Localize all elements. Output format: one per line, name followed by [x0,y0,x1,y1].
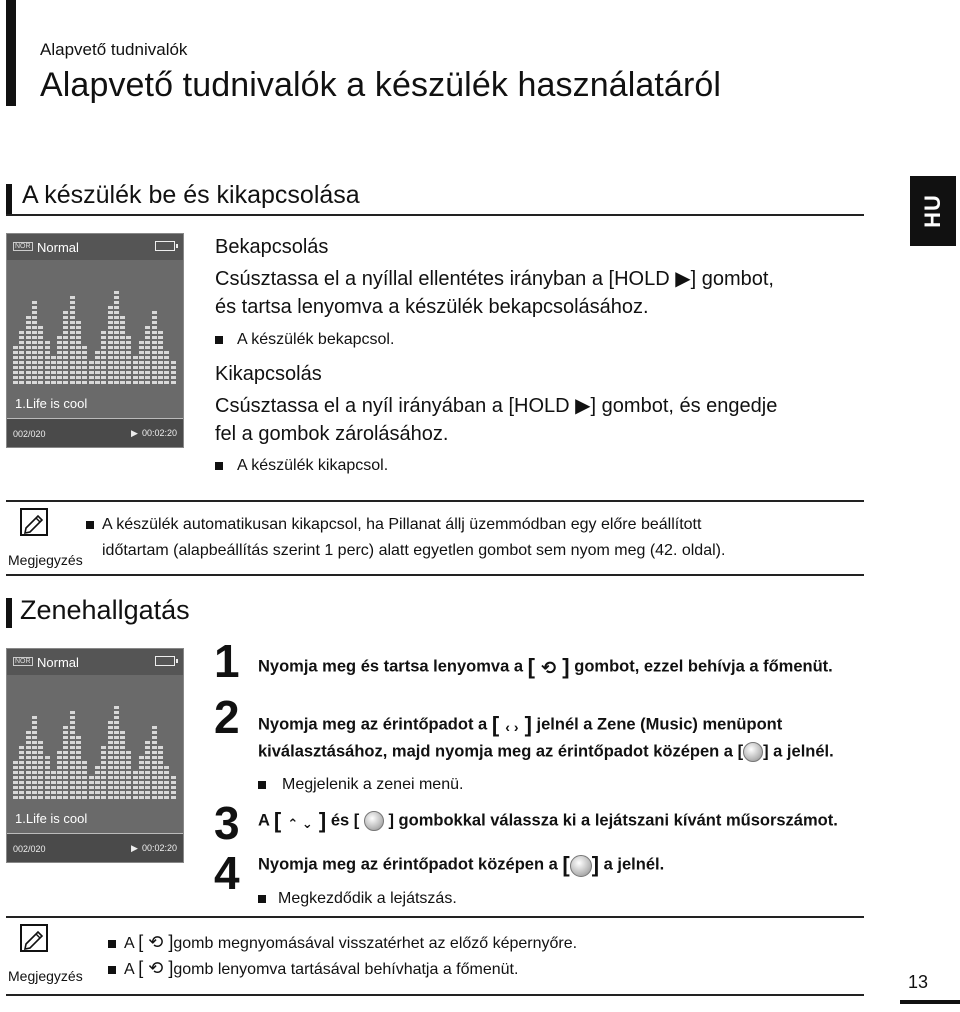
equalizer-bar [120,729,125,799]
step-1-pre: Nyomja meg és tartsa lenyomva a [258,657,524,676]
equalizer-bar [152,309,157,384]
page-title: Alapvető tudnivalók a készülék használatáról [40,66,722,104]
equalizer-bar [70,709,75,799]
equalizer-bar [13,344,18,384]
equalizer-graphic [13,699,177,799]
play-icon: ▶ [131,428,138,438]
power-off-bullet-text: A készülék kikapcsol. [237,457,389,474]
power-on-bullet [215,331,394,349]
equalizer-bar [158,329,163,384]
bullet-square-icon [215,462,223,470]
equalizer-bar [114,704,119,799]
equalizer-bar [95,764,100,799]
step-3-pre: A [258,811,270,830]
page-number: 13 [907,972,928,992]
note-label: Megjegyzés [8,968,83,984]
equalizer-bar [32,299,37,384]
bullet-square-icon [215,336,223,344]
note2-item-post: gomb megnyomásával visszatérhet az előző képernyőre. [173,935,578,952]
equalizer-bar [152,724,157,799]
bullet-square-icon [258,781,266,789]
equalizer-bar [45,754,50,799]
battery-icon [155,241,175,251]
power-off-text-line2: fel a gombok zárolásához. [215,423,449,445]
equalizer-bar [89,774,94,799]
equalizer-bar [63,309,68,384]
equalizer-bar [38,739,43,799]
note2-item [108,932,577,953]
equalizer-bar [51,354,56,384]
equalizer-bar [57,334,62,384]
step-1-post: gombot, ezzel behívja a főmenüt. [574,657,833,676]
nor-badge: NOR [15,658,31,665]
left-right-arrows-icon: [ ‹ › ] [491,712,532,737]
step-4-post: a jelnél. [603,855,665,874]
step-number: 1 [214,635,240,687]
power-off-bullet [215,457,388,475]
equalizer-bar [82,344,87,384]
equalizer-bar [76,319,81,384]
bullet-square-icon [108,966,116,974]
note2-item-pre: A [124,935,134,952]
step-2-line2-pre: kiválasztásához, majd nyomja meg az érintőpadot középen a [258,742,733,761]
pencil-icon [20,924,48,952]
equalizer-bar [19,744,24,799]
bullet-square-icon [108,940,116,948]
step-4-bullet-text: Megkezdődik a lejátszás. [278,890,457,907]
equalizer-bar [82,759,87,799]
equalizer-bar [95,349,100,384]
step-2-post: jelnél a Zene (Music) menüpont [536,715,783,734]
center-button-icon: [ ] [562,852,600,877]
equalizer-bar [114,289,119,384]
equalizer-bar [51,769,56,799]
section-divider [6,994,864,996]
section-divider [6,916,864,918]
device-screen [6,648,184,863]
equalizer-bar [108,304,113,384]
step-number: 2 [214,691,240,743]
header-accent-bar [6,0,16,106]
step-3-text [258,808,838,834]
equalizer-bar [76,734,81,799]
eq-mode-label: Normal [37,240,79,255]
pencil-icon [20,508,48,536]
section-divider [6,214,864,216]
play-icon: ▶ [131,843,138,853]
song-title: 1.Life is cool [15,811,88,826]
battery-icon [155,656,175,666]
play-time-value: 00:02:20 [141,428,177,438]
play-time [131,843,177,854]
note-box [6,500,864,576]
equalizer-bar [13,759,18,799]
note-line1 [86,516,701,534]
breadcrumb: Alapvető tudnivalók [40,40,188,59]
power-on-text-line1: Csúsztassa el a nyíllal ellentétes irányban a [HOLD ▶] gombot, [215,268,774,290]
step-4-text [258,852,664,878]
eq-mode-label: Normal [37,655,79,670]
step-3-post: gombokkal válassza ki a lejátszani kívánt műsorszámot. [398,811,838,830]
up-down-arrows-icon: [ ⌃ ⌄ ] [273,808,327,833]
equalizer-bar [145,324,150,384]
note2-item-pre: A [124,961,134,978]
equalizer-bar [126,749,131,799]
step-3-mid: és [330,811,350,830]
track-counter: 002/020 [13,429,46,439]
equalizer-bar [120,314,125,384]
power-on-bullet-text: A készülék bekapcsol. [237,331,395,348]
equalizer-bar [32,714,37,799]
section-accent-bar [6,598,12,628]
equalizer-bar [171,359,176,384]
track-counter: 002/020 [13,844,46,854]
power-off-heading: Kikapcsolás [215,363,322,385]
step-4-bullet [258,890,457,908]
equalizer-bar [145,739,150,799]
device-screen [6,233,184,448]
play-time-value: 00:02:20 [141,843,177,853]
power-off-text-line1: Csúsztassa el a nyíl irányában a [HOLD ▶] gombot, és engedje [215,395,778,417]
equalizer-bar [164,349,169,384]
center-button-icon: [ ] [353,811,394,830]
play-time [131,428,177,439]
step-number: 3 [214,797,240,849]
equalizer-bar [26,729,31,799]
bullet-square-icon [86,521,94,529]
equalizer-bar [171,774,176,799]
step-number: 4 [214,847,240,899]
section-title: Zenehallgatás [20,595,190,625]
back-button-icon: [ ⟲ ] [527,654,570,679]
step-2-line2 [258,742,834,762]
equalizer-bar [158,744,163,799]
equalizer-bar [101,744,106,799]
equalizer-bar [126,334,131,384]
note-line2: időtartam (alapbeállítás szerint 1 perc) alatt egyetlen gombot sem nyom meg (42. oldal). [102,542,726,559]
note-line1-text: A készülék automatikusan kikapcsol, ha Pillanat állj üzemmódban egy előre beállított [102,516,702,533]
step-2-line2-post: a jelnél. [773,742,834,761]
note2-item-post: gomb lenyomva tartásával behívhatja a főmenüt. [173,961,519,978]
language-tab-label: HU [920,194,945,228]
equalizer-bar [45,339,50,384]
equalizer-bar [26,314,31,384]
equalizer-bar [19,329,24,384]
step-2-bullet [258,776,463,794]
page-number-rule [900,1000,960,1004]
equalizer-bar [133,354,138,384]
section-title: A készülék be és kikapcsolása [22,181,360,209]
back-button-icon: [ ⟲ ] [138,958,174,978]
back-button-icon: [ ⟲ ] [138,932,174,952]
equalizer-graphic [13,284,177,384]
center-button-icon: [ ] [737,742,769,761]
equalizer-bar [101,329,106,384]
equalizer-bar [164,764,169,799]
equalizer-bar [70,294,75,384]
step-2-pre: Nyomja meg az érintőpadot a [258,715,488,734]
step-2-bullet-text: Megjelenik a zenei menü. [282,776,464,793]
power-on-heading: Bekapcsolás [215,236,329,258]
equalizer-bar [57,749,62,799]
song-title: 1.Life is cool [15,396,88,411]
equalizer-bar [139,754,144,799]
bullet-square-icon [258,895,266,903]
equalizer-bar [133,769,138,799]
step-2-text [258,712,782,738]
step-1-text [258,654,833,680]
equalizer-bar [108,719,113,799]
equalizer-bar [63,724,68,799]
note-label: Megjegyzés [8,552,83,568]
power-on-text-line2: és tartsa lenyomva a készülék bekapcsolásához. [215,296,649,318]
section-accent-bar [6,184,12,214]
equalizer-bar [38,324,43,384]
step-4-pre: Nyomja meg az érintőpadot középen a [258,855,558,874]
equalizer-bar [89,359,94,384]
equalizer-bar [139,339,144,384]
language-tab [910,176,956,246]
nor-badge: NOR [15,243,31,250]
note2-item [108,958,518,979]
